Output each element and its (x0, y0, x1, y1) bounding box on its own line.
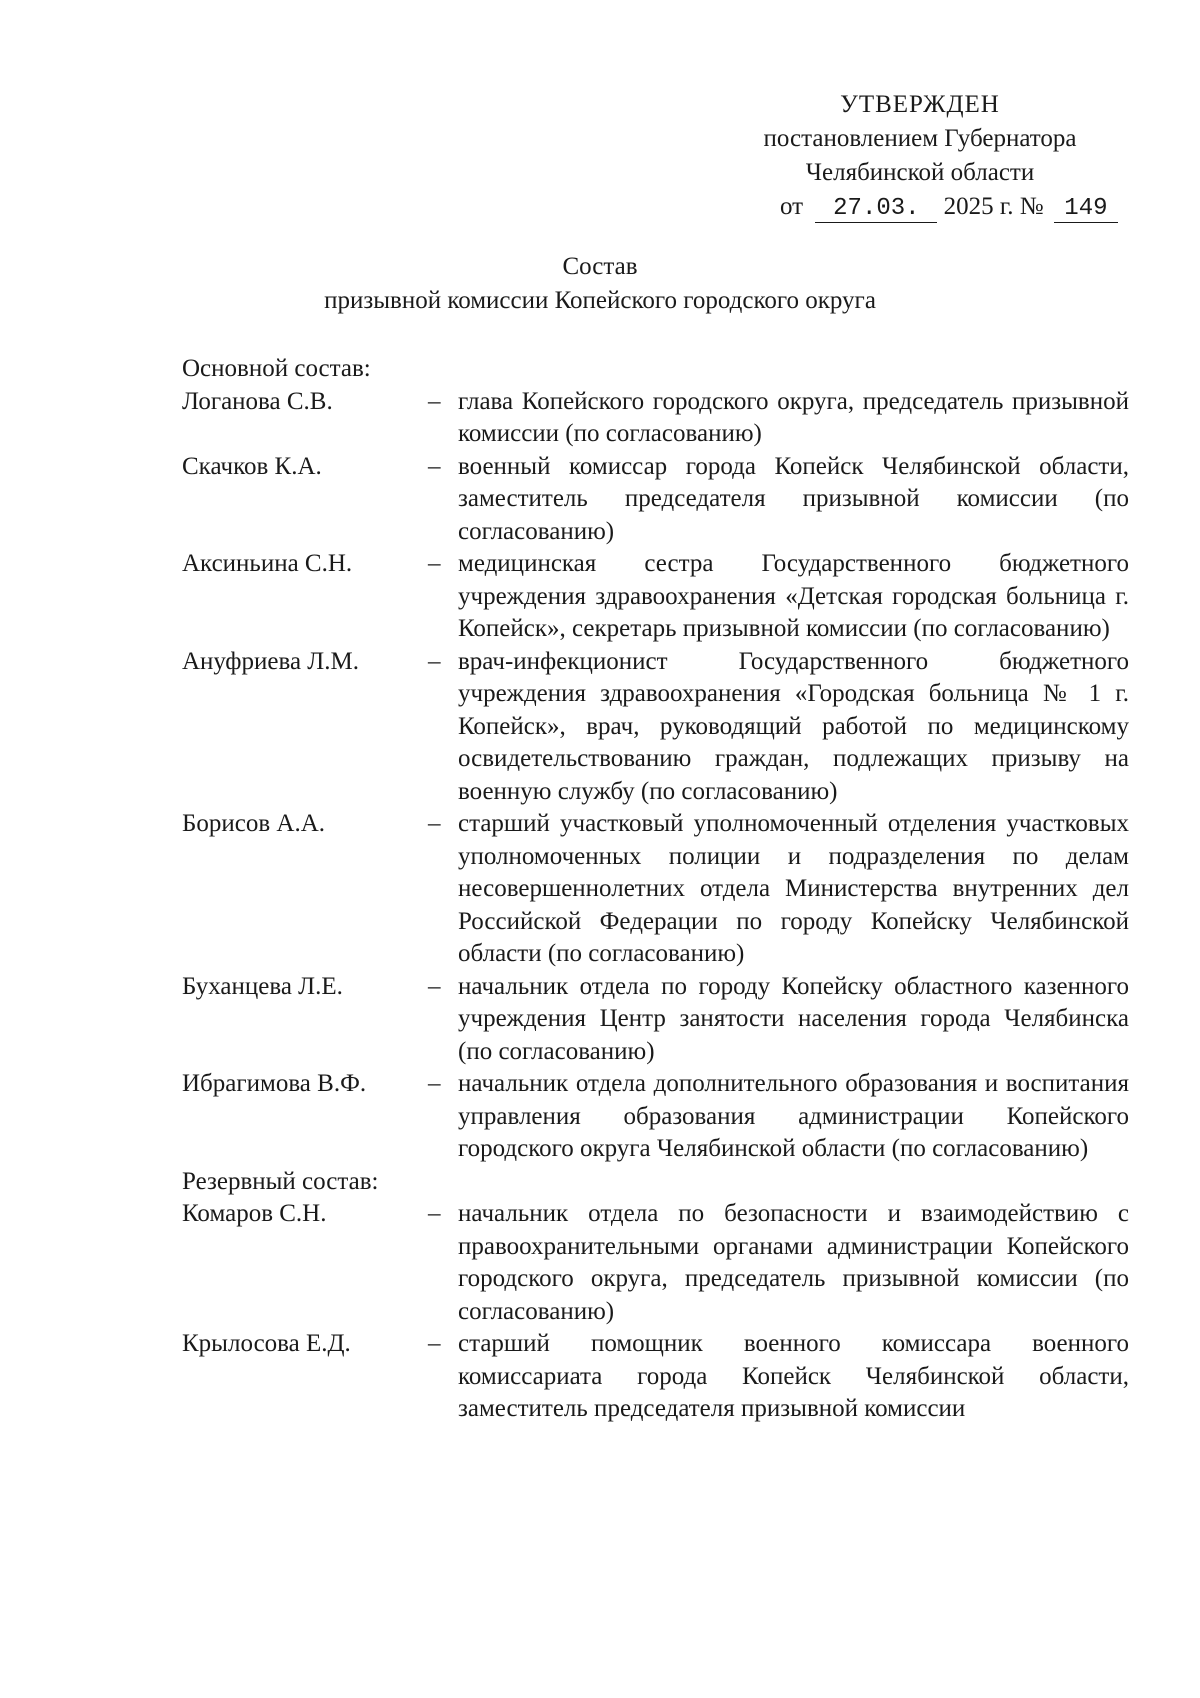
member-description: старший участковый уполномоченный отделения участковых уполномоченных полиции и подразделения по делам несовершеннолетних отдела Министерства внутренних дел Российской Федерации по городу Копейску Челябинской области (по согласованию) (458, 810, 1129, 967)
member-row (182, 548, 1129, 646)
member-name: Крылосова Е.Д. (182, 1330, 351, 1357)
member-row (182, 808, 1129, 971)
member-row (182, 1328, 1129, 1426)
approval-number-value: 149 (1054, 196, 1118, 223)
member-description: старший помощник военного комиссара военного комиссариата города Копейск Челябинской области, заместитель председателя призывной комиссии (458, 1330, 1129, 1422)
member-description: начальник отдела дополнительного образования и воспитания управления образования администрации Копейского городского округа Челябинской области (по согласованию) (458, 1070, 1129, 1162)
approval-date-value: 27.03. (815, 196, 937, 223)
document-subtitle: призывной комиссии Копейского городского округа (324, 287, 876, 314)
member-dash: – (428, 1070, 441, 1097)
member-name: Скачков К.А. (182, 452, 322, 480)
approval-date-line (700, 190, 1140, 224)
member-dash: – (428, 387, 441, 415)
member-description: начальник отдела по безопасности и взаимодействию с правоохранительными органами администрации Копейского городского округа, председатель призывной комиссии (по согласованию) (458, 1200, 1129, 1325)
member-dash: – (428, 550, 441, 577)
member-name: Ануфриева Л.М. (182, 647, 359, 675)
member-row (182, 646, 1129, 809)
member-description: начальник отдела по городу Копейску областного казенного учреждения Центр занятости населения города Челябинска (по согласованию) (458, 972, 1129, 1065)
approval-title: УТВЕРЖДЕН (840, 91, 1000, 118)
reserve-section-heading: Резервный состав: (182, 1167, 379, 1195)
member-row (182, 1068, 1129, 1166)
document-title-block (0, 250, 1200, 318)
member-name: Логанова С.В. (182, 387, 333, 415)
member-name: Аксиньина С.Н. (182, 550, 353, 577)
approval-line-2: Челябинской области (805, 159, 1035, 186)
member-dash: – (428, 647, 441, 675)
document-title: Состав (562, 253, 638, 280)
member-description: медицинская сестра Государственного бюджетного учреждения здравоохранения «Детская городская больница г. Копейск», секретарь призывной комиссии (по согласованию) (458, 550, 1129, 642)
member-row (182, 386, 1129, 451)
approval-date-prefix: от (780, 193, 804, 220)
approval-year-text: 2025 г. № (943, 193, 1044, 220)
commission-roster (182, 353, 1129, 1426)
member-row (182, 971, 1129, 1069)
approval-line-1: постановлением Губернатора (763, 125, 1077, 152)
member-description: военный комиссар города Копейск Челябинской области, заместитель председателя призывной комиссии (по согласованию) (458, 452, 1129, 545)
main-section-heading: Основной состав: (182, 355, 371, 382)
member-row (182, 451, 1129, 549)
member-dash: – (428, 452, 441, 480)
member-name: Буханцева Л.Е. (182, 972, 343, 1000)
member-dash: – (428, 972, 441, 1000)
member-name: Ибрагимова В.Ф. (182, 1070, 367, 1097)
member-row (182, 1198, 1129, 1328)
member-dash: – (428, 1330, 441, 1357)
member-description: врач-инфекционист Государственного бюджетного учреждения здравоохранения «Городская больница № 1 г. Копейск», врач, руководящий работой по медицинскому освидетельствованию граждан, подлежащих призыву на военную службу (по согласованию) (458, 647, 1129, 805)
member-name: Борисов А.А. (182, 810, 325, 837)
member-name: Комаров С.Н. (182, 1200, 327, 1227)
member-dash: – (428, 810, 441, 837)
member-description: глава Копейского городского округа, председатель призывной комиссии (по согласованию) (458, 387, 1129, 447)
approval-stamp-block (700, 88, 1140, 224)
member-dash: – (428, 1200, 441, 1227)
